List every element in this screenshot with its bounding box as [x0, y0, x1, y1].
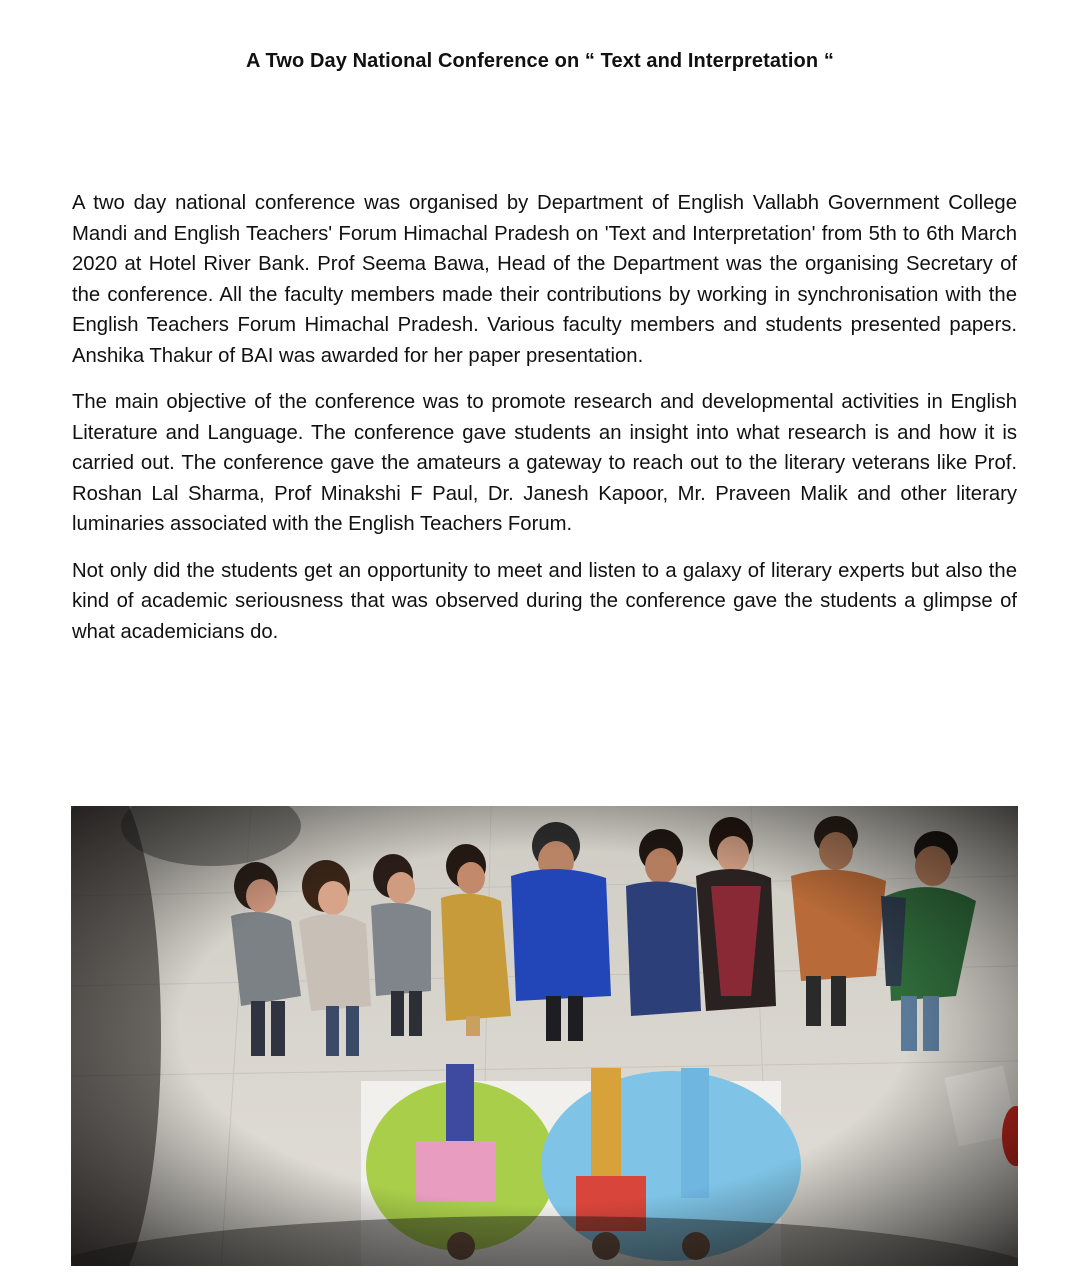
- paragraph-2: The main objective of the conference was to promote research and developmental activities in English Literature and Language. The conference gave students an insight into what research is and how it is carried out. The conference gave the amateurs a gateway to reach out to the literary veterans like Prof. Roshan Lal Sharma, Prof Minakshi F Paul, Dr. Janesh Kapoor, Mr. Praveen Malik and other literary luminaries associated with the English Teachers Forum.: [72, 391, 1017, 535]
- group-photo-illustration: [71, 806, 1018, 1266]
- document-body: [72, 188, 1017, 663]
- document-title: A Two Day National Conference on “ Text and Interpretation “: [246, 50, 834, 72]
- paragraph-3: Not only did the students get an opportunity to meet and listen to a galaxy of literary experts but also the kind of academic seriousness that was observed during the conference gave the students a glimpse of what academicians do.: [72, 559, 1017, 643]
- paragraph-1: A two day national conference was organised by Department of English Vallabh Government College Mandi and English Teachers' Forum Himachal Pradesh on 'Text and Interpretation' from 5th to 6th March 2020 at Hotel River Bank. Prof Seema Bawa, Head of the Department was the organising Secretary of the conference. All the faculty members made their contributions by working in synchronisation with the English Teachers Forum Himachal Pradesh. Various faculty members and students presented papers. Anshika Thakur of BAI was awarded for her paper presentation.: [72, 192, 1017, 367]
- group-photo: [71, 806, 1018, 1266]
